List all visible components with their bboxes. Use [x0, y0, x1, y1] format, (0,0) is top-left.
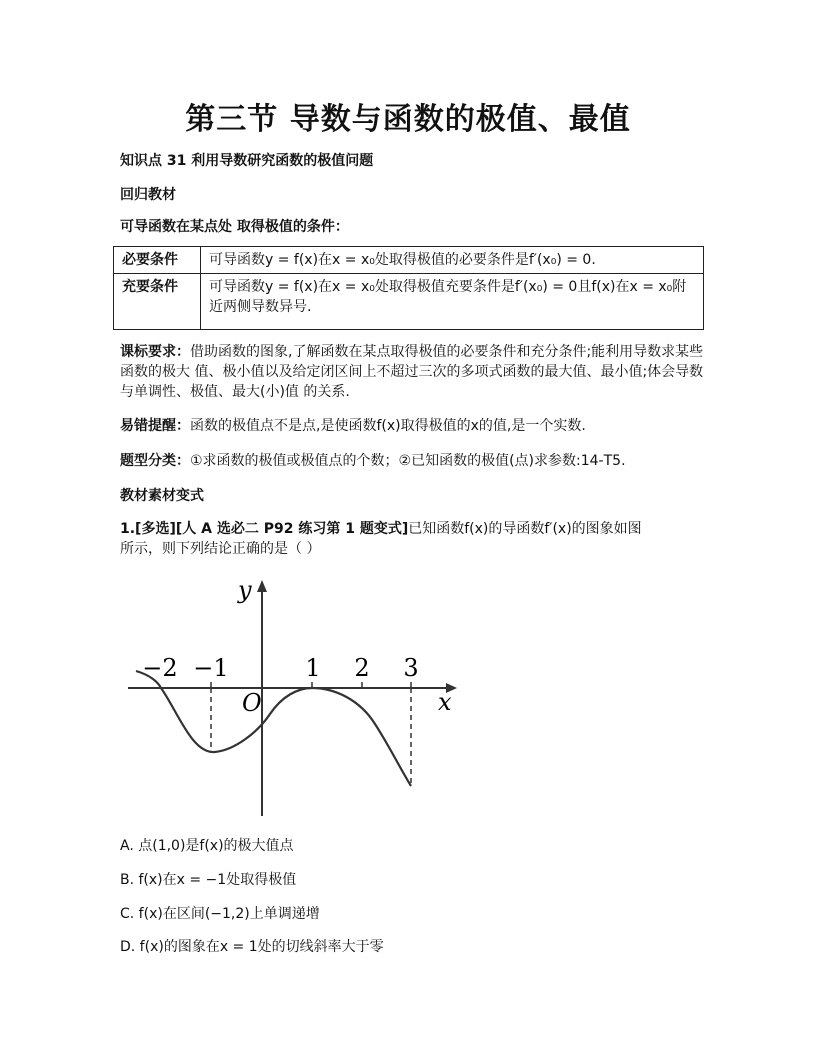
option-c: C. f(x)在区间(−1,2)上单调递增	[120, 906, 320, 922]
textbook-variant-heading: 教材素材变式	[120, 488, 204, 504]
x-axis-label: x	[438, 688, 452, 716]
standard-paragraph	[120, 342, 710, 402]
standard-text: 借助函数的图象,了解函数在某点取得极值的必要条件和充分条件;能利用导数求某些函数的极大 值、极小值以及给定闭区间上不超过三次的多项式函数的最大值、最小值;体会导数与单调性、极值、最大(小)值 的关系.	[120, 344, 704, 400]
types-text: ①求函数的极值或极值点的个数；②已知函数的极值(点)求参数:14-T5.	[190, 453, 626, 469]
option-a: A. 点(1,0)是f(x)的极大值点	[120, 838, 294, 854]
types-label: 题型分类：	[120, 453, 190, 469]
row-key: 必要条件	[114, 247, 201, 274]
condition-heading: 可导函数在某点处 取得极值的条件：	[120, 219, 349, 235]
table-row	[114, 274, 704, 330]
derivative-graph	[120, 572, 465, 817]
caution-paragraph	[120, 416, 710, 436]
option-b: B. f(x)在x = −1处取得极值	[120, 872, 297, 888]
caution-label: 易错提醒：	[120, 418, 190, 434]
page-title: 第三节 导数与函数的极值、最值	[185, 102, 631, 137]
x-tick-label: 3	[403, 654, 419, 682]
origin-label: O	[242, 689, 262, 717]
x-tick-label: −1	[193, 654, 229, 682]
x-tick-label: 2	[354, 654, 370, 682]
knowledge-point: 知识点 31 利用导数研究函数的极值问题	[120, 153, 374, 169]
option-d: D. f(x)的图象在x = 1处的切线斜率大于零	[120, 939, 384, 955]
question-stem	[120, 519, 710, 559]
question-tag: 1.[多选][人 A 选必二 P92 练习第 1 题变式]	[120, 521, 409, 537]
condition-table	[113, 246, 704, 330]
standard-label: 课标要求：	[120, 344, 190, 360]
table-row	[114, 247, 704, 274]
section-return: 回归教材	[120, 187, 176, 203]
x-tick-label: −2	[142, 654, 178, 682]
question-text-2: 所示，则下列结论正确的是（ ）	[120, 541, 321, 557]
row-key: 充要条件	[114, 274, 201, 330]
x-tick-label: 1	[305, 654, 321, 682]
y-axis-arrow-icon	[257, 580, 267, 592]
row-text: 可导函数y = f(x)在x = x₀处取得极值充要条件是f′(x₀) = 0且f(x)在x = x₀附近两侧导数异号.	[201, 274, 704, 330]
question-text-1: 已知函数f(x)的导函数f′(x)的图象如图	[408, 521, 642, 537]
row-text: 可导函数y = f(x)在x = x₀处取得极值的必要条件是f′(x₀) = 0.	[201, 247, 704, 274]
y-axis-label: y	[238, 576, 252, 604]
types-paragraph	[120, 451, 710, 471]
caution-text: 函数的极值点不是点,是使函数f(x)取得极值的x的值,是一个实数.	[190, 418, 586, 434]
